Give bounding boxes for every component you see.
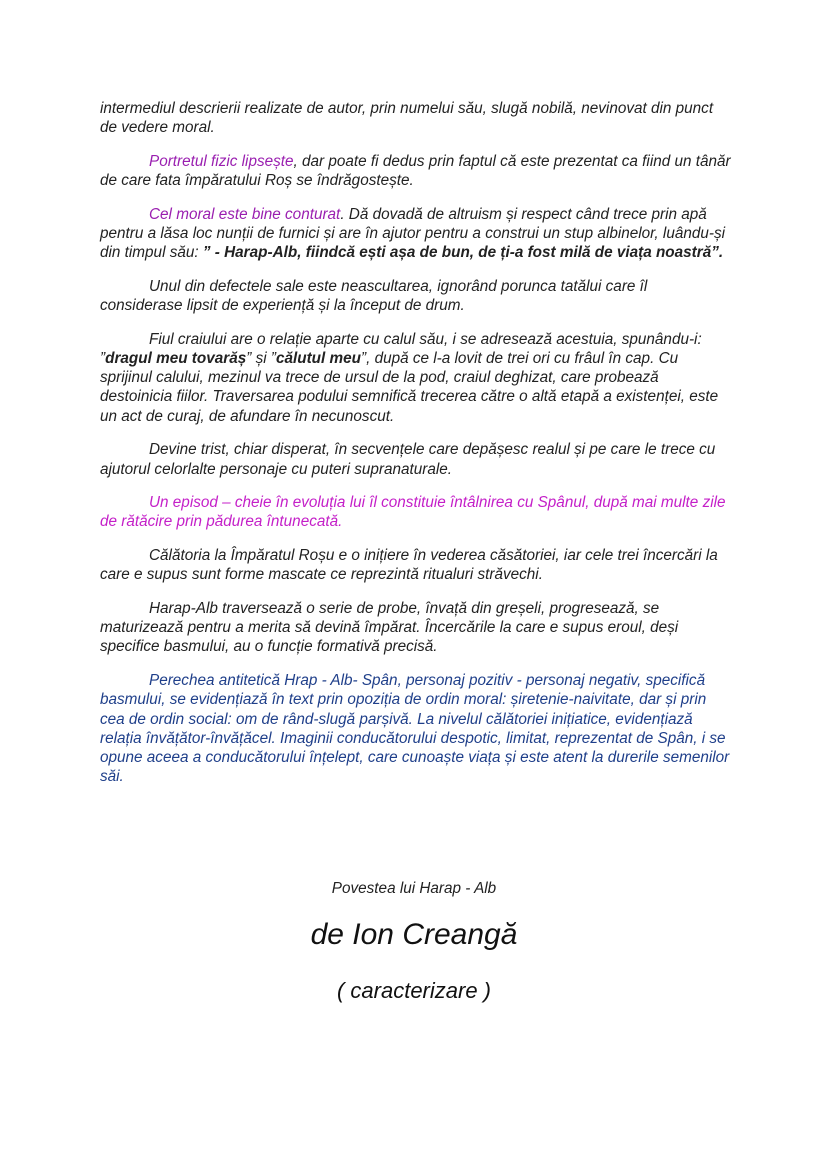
- paragraph-5-text-c: ”, după ce l-a lovit de trei ori cu frâul în cap. Cu sprijinul calului, mezinul va trece de ursul de la pod, craiul deghizat, care probează destoinicia fiilor. Traversarea podului semnifică trecerea către o altă etapă a existenței, este un act de curaj, de afundare în necunoscut.: [100, 350, 719, 425]
- paragraph-10: [100, 671, 732, 786]
- paragraph-10-text: Perechea antitetică Hrap - Alb- Spân, personaj pozitiv - personaj negativ, specifică basmului, se evidențiază în text prin opoziția de ordin moral: șiretenie-naivitate, dar și prin cea de ordin social: om de rând-slugă parșivă. La nivelul călătoriei inițiatice, evidențiază relația învățător-învățăcel. Imaginii conducătorului despotic, limitat, reprezentat de Spân, i se opune aceea a conducătorului înțelept, care cunoaște viața și este atent la durerile semenilor săi.: [100, 672, 730, 786]
- paragraph-2-text: , dar poate fi dedus prin faptul că este prezentat ca fiind un tânăr de care fata împăratului Roș se îndrăgostește.: [100, 152, 731, 190]
- paragraph-8: [100, 546, 732, 584]
- paragraph-1-text: intermediul descrierii realizate de autor, prin numelui său, slugă nobilă, nevinovat din punct de vedere moral.: [100, 100, 714, 137]
- document-body: [100, 99, 732, 801]
- paragraph-1: [100, 99, 732, 137]
- story-title: Povestea lui Harap - Alb: [331, 880, 497, 897]
- paragraph-7-text: Un episod – cheie în evoluția lui îl constituie întâlnirea cu Spânul, după mai multe zile de rătăcire prin pădurea întunecată.: [100, 494, 726, 531]
- paragraph-9: [100, 599, 732, 657]
- paragraph-3: [100, 205, 732, 263]
- paragraph-7: [100, 493, 732, 531]
- paragraph-5-quote-2: călutul meu: [275, 350, 361, 368]
- paragraph-4-text: Unul din defectele sale este neascultarea, ignorând porunca tatălui care îl considerase lipsit de experiență și la început de drum.: [100, 277, 648, 315]
- subtitle-heading: ( caracterizare ): [336, 978, 492, 1003]
- paragraph-5-text-a: Fiul craiului are o relație aparte cu calul său, i se adresează acestuia, spunându-i: ”: [100, 330, 702, 368]
- paragraph-2: [100, 152, 732, 190]
- paragraph-6-text: Devine trist, chiar disperat, în secvențele care depășesc realul și pe care le trece cu ajutorul celorlalte personaje cu puteri supranaturale.: [100, 441, 716, 478]
- paragraph-9-text: Harap-Alb traversează o serie de probe, învață din greșeli, progresează, se maturizează pentru a merita să devină împărat. Încercările la care e supus eroul, deși specifice basmului, au o funcție formativă precisă.: [100, 600, 679, 656]
- author-heading: de Ion Creangă: [310, 918, 518, 951]
- paragraph-3-quote: ” - Harap-Alb, fiindcă ești așa de bun, de ți-a fost milă de viața noastră”: [202, 244, 719, 262]
- paragraph-5-text-b: ” și ”: [246, 350, 276, 368]
- paragraph-6: [100, 440, 732, 478]
- paragraph-2-highlight: Portretul fizic lipsește: [149, 152, 294, 170]
- paragraph-3-end: .: [718, 244, 724, 262]
- paragraph-5-quote-1: dragul meu tovarăș: [105, 350, 247, 368]
- paragraph-8-text: Călătoria la Împăratul Roșu e o inițiere în vederea căsătoriei, iar cele trei încercări la care e supus sunt forme mascate ce reprezintă ritualuri străvechi.: [100, 547, 718, 584]
- paragraph-4: [100, 277, 732, 315]
- paragraph-3-text: . Dă dovadă de altruism și respect când trece prin apă pentru a lăsa loc nunții de furnici și are în ajutor pentru a construi un stup albinelor, luându-și din timpul său:: [100, 205, 725, 262]
- paragraph-5: [100, 330, 732, 426]
- paragraph-3-highlight: Cel moral este bine conturat: [149, 205, 341, 223]
